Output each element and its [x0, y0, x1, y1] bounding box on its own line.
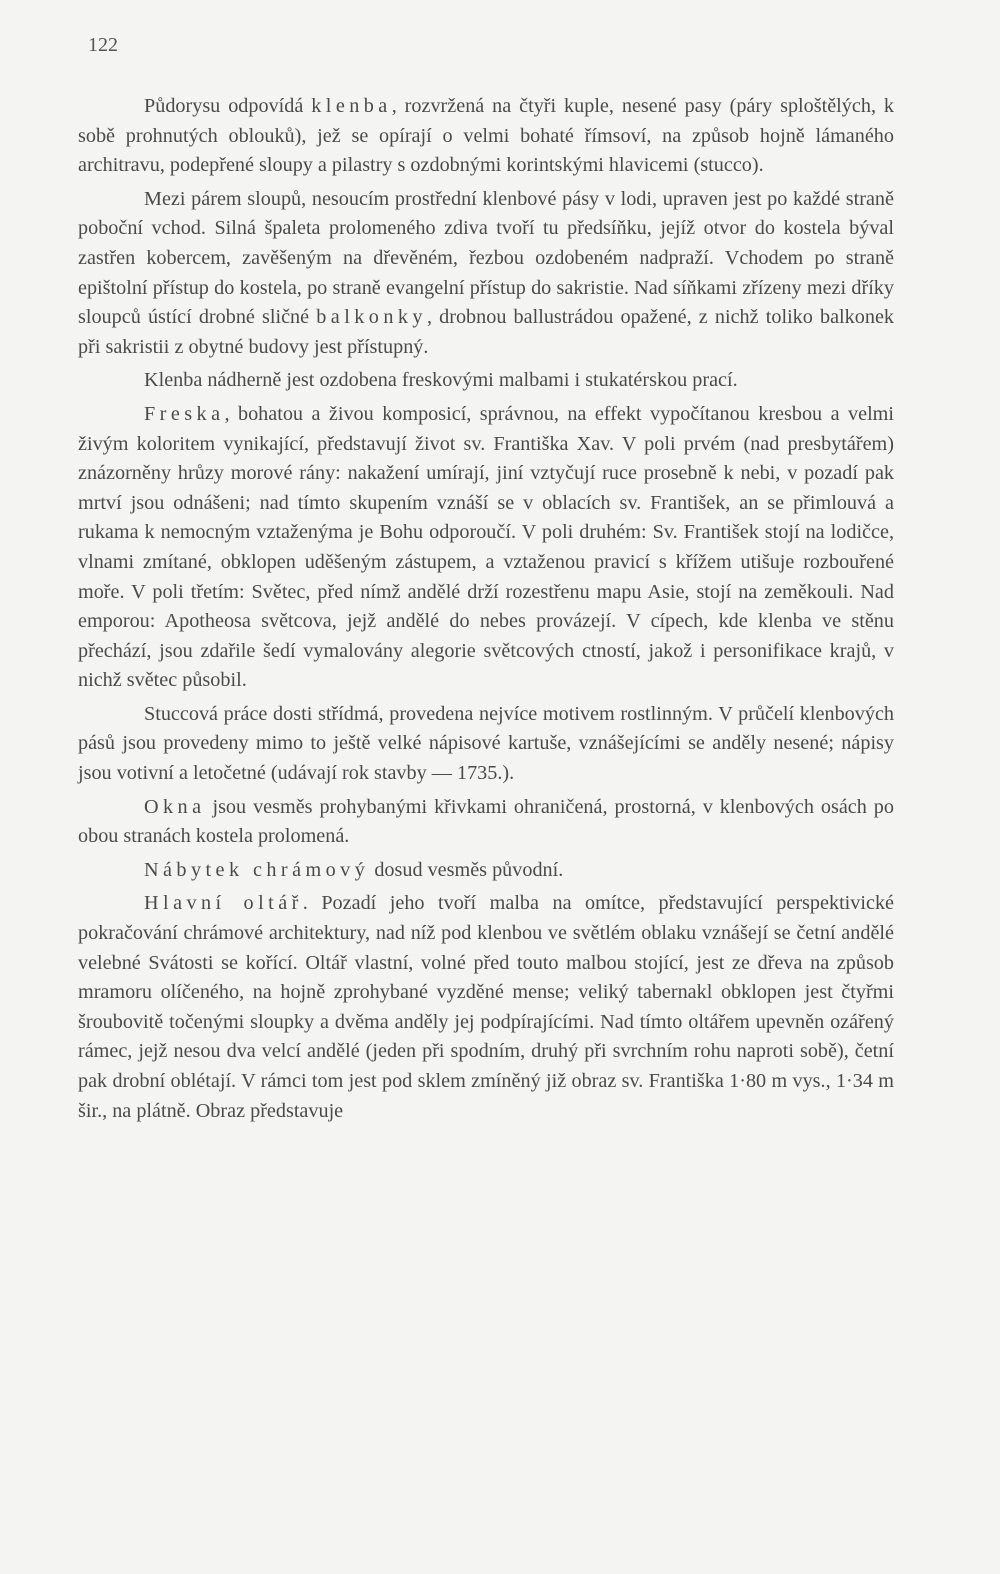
emphasized-term: Nábytek chrámový [144, 858, 370, 881]
paragraph-text: jsou vesměs prohybanými křivkami ohraničená, prostorná, v klenbových osách po obou stranách kostela prolomená. [78, 795, 894, 848]
paragraph-text: , drobnou ballustrádou opažené, z nichž toliko balkonek při sakristii z obytné budovy jest přístupný. [78, 306, 894, 358]
paragraph-text: , bohatou a živou komposicí, správnou, na effekt vypočítanou kresbou a velmi živým koloritem vynikající, představují život sv. Františka Xav. V poli prvém (nad presbytářem) znázorněny hrůzy morové rány: nakažení umírají, jiní vztyčují ruce prosebně k nebi, v pozadí pak mrtví jsou odnášeni; nad tímto skupením vznáší se v oblacích sv. František, an se přimlouvá a rukama k nemocným vztaženýma je Bohu odporoučí. V poli druhém: Sv. František stojí na lodičce, vlnami zmítané, obklopen uděšeným zástupem, a vztaženou pravicí s křížem utišuje rozbouřené moře. V poli třetím: Světec, před nímž andělé drží rozestřenu mapu Asie, stojí na zeměkouli. Nad emporou: Apotheosa světcova, jejž andělé do nebes provázejí. V cípech, kde klenba ve stěnu přechází, jsou zdařile šedí vymalovány alegorie světcových ctností, jakož i personifikace krajů, v nichž světec působil. [78, 402, 894, 692]
paragraph-windows [78, 793, 894, 852]
body-text [78, 92, 894, 1130]
paragraph-entrances [78, 185, 894, 363]
paragraph-text: . Pozadí jeho tvoří malba na omítce, představující perspektivické pokračování chrámové architektury, nad níž pod klenbou ve světlém oblaku vznášejí se četní andělé velebné Svátosti se kořící. Oltář vlastní, volné před touto malbou stojící, jest ze dřeva na způsob mramoru olíčeného, na hojně zprohybané vyzděné mense; veliký tabernakl obklopen jest čtyřmi šroubovitě točenými sloupky a dvěma anděly jej podpírajícími. Nad tímto oltářem upevněn ozářený rámec, jejž nesou dva velcí andělé (jeden při spodním, druhý při svrchním rohu naproti sobě), četní pak drobní oblétají. V rámci tom jest pod sklem zmíněný již obraz sv. Františka 1·80 m vys., 1·34 m šir., na plátně. Obraz představuje [78, 892, 894, 1122]
emphasized-term: klenba [311, 95, 392, 117]
paragraph-high-altar [78, 889, 894, 1126]
paragraph-vault [78, 92, 894, 181]
paragraph-frescoes [78, 400, 894, 696]
paragraph-text: Klenba nádherně jest ozdobena freskovými malbami i stukatérskou prací. [144, 369, 738, 392]
paragraph-text: Stuccová práce dosti střídmá, provedena nejvíce motivem rostlinným. V průčelí klenbových pásů jsou provedeny mimo to ještě velké nápisové kartuše, vznášejícími se anděly nesené; nápisy jsou votivní a letočetné (udávají rok stavby — 1735.). [78, 702, 894, 785]
paragraph-furniture [78, 856, 894, 886]
emphasized-term: balkonky [316, 306, 427, 329]
paragraph-text: Mezi párem sloupů, nesoucím prostřední klenbové pásy v lodi, upraven jest po každé straně poboční vchod. Silná špaleta prolomeného zdiva tvoří tu předsíňku, jejíž otvor do kostela býval zastřen kobercem, zavěšeným na dřevěném, řezbou ozdobeném nadpraží. Vchodem po straně epištolní přístup do kostela, po straně evangelní přístup do sakristie. Nad síňkami zřízeny mezi dříky sloupců ústící drobné sličné [78, 187, 894, 329]
page-number: 122 [88, 34, 118, 56]
paragraph-text: dosud vesměs původní. [369, 858, 564, 881]
paragraph-text: Půdorysu odpovídá [144, 95, 312, 117]
paragraph-stucco [78, 700, 894, 789]
paragraph-text: , rozvržená na čtyři kuple, nesené pasy (páry sploštělých, k sobě prohnutých oblouků), jež se opírají o velmi bohaté římsoví, na způsob hojně lámaného architravu, podepřené sloupy a pilastry s ozdobnými korintskými hlavicemi (stucco). [78, 95, 894, 177]
emphasized-term: Hlavní oltář [144, 892, 303, 915]
paragraph-decoration [78, 366, 894, 396]
emphasized-term: Okna [144, 795, 206, 818]
emphasized-term: Freska [144, 402, 225, 425]
